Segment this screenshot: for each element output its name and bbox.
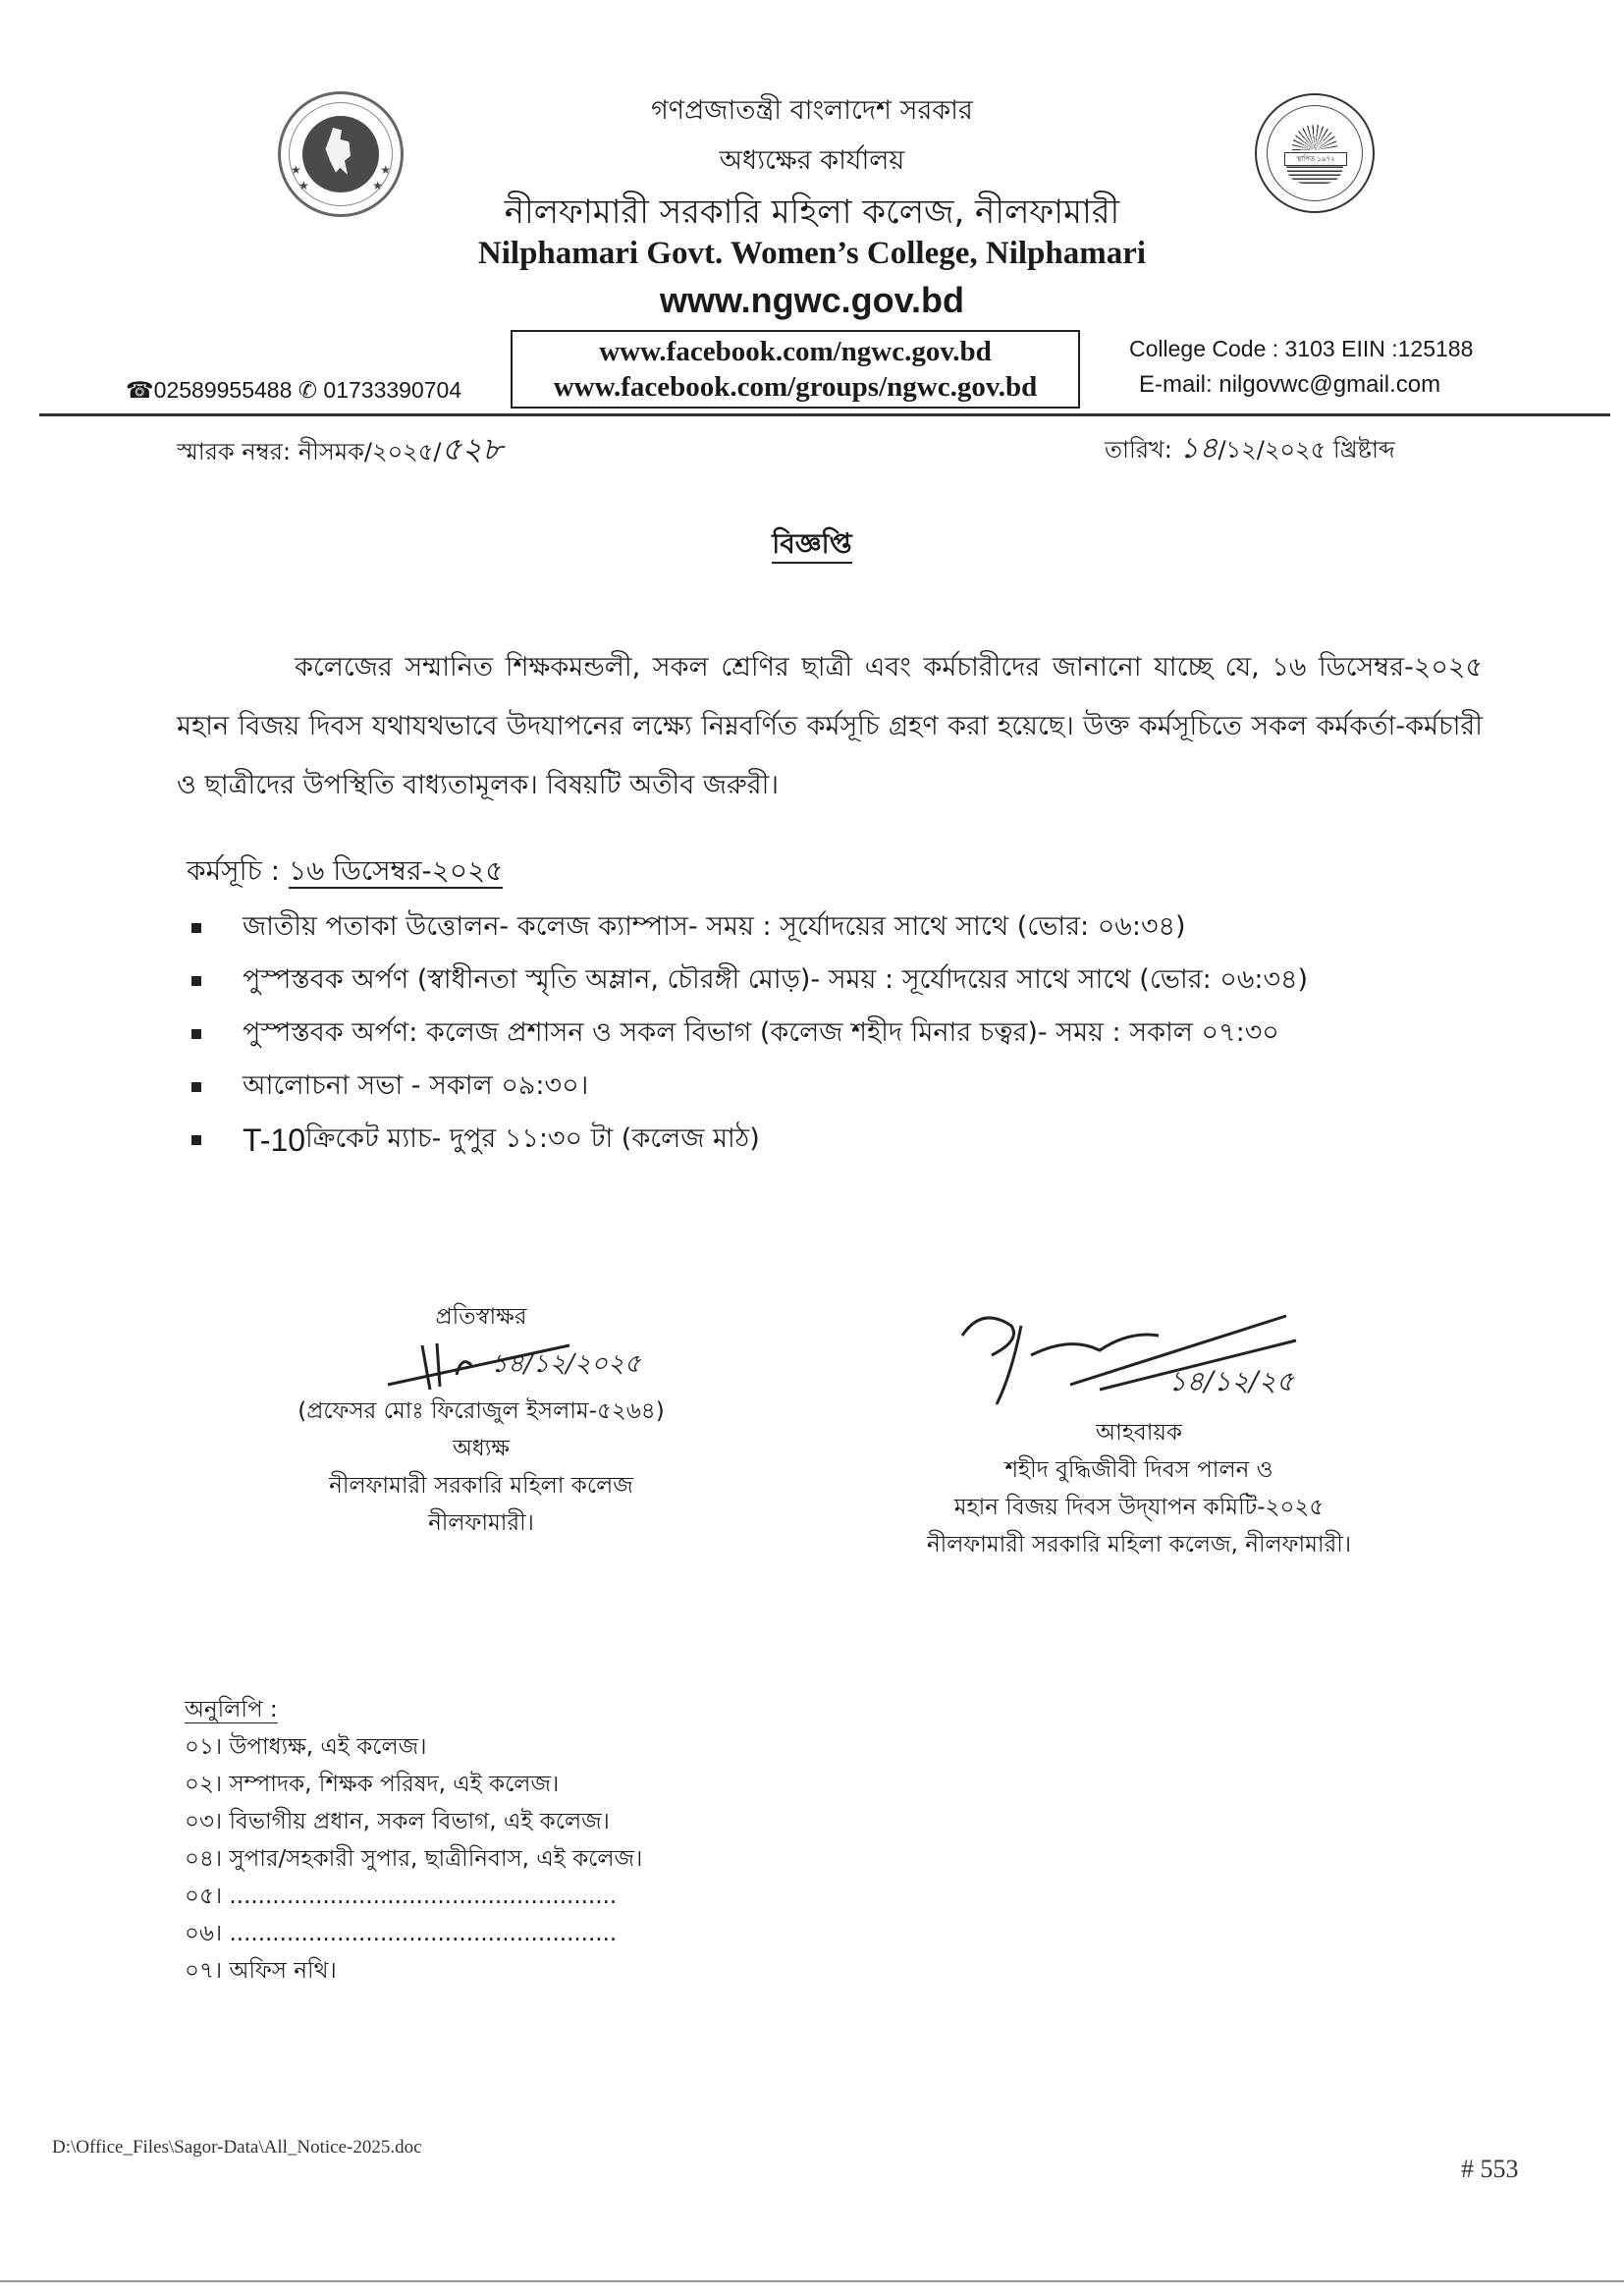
date-rest: /১২/২০২৫ খ্রিষ্টাব্দ (1218, 436, 1395, 464)
header-divider (39, 413, 1610, 416)
government-title: গণপ্রজাতন্ত্রী বাংলাদেশ সরকার (651, 95, 973, 126)
email-address[interactable]: E-mail: nilgovwc@gmail.com (1139, 371, 1441, 398)
program-list (187, 902, 1522, 1167)
bullet-icon (191, 1029, 201, 1039)
copy-item: ০৪। সুপার/সহকারী সুপার, ছাত্রীনিবাস, এই কলেজ। (185, 1846, 643, 1872)
office-title: অধ্যক্ষের কার্যালয় (719, 145, 905, 176)
signature-right-date: ১৪/১২/২৫ (1168, 1365, 1294, 1397)
phone-numbers: ☎02589955488 ✆ 01733390704 (126, 377, 462, 403)
program-item (187, 955, 1522, 1008)
star-icon: ★ (298, 179, 309, 192)
memo-date (1105, 424, 1395, 474)
college-name-english: Nilphamari Govt. Women’s College, Nilphamari (477, 236, 1147, 271)
scan-edge (0, 2280, 1624, 2282)
seal-established-text: স্থাপিত ১৯৭২ (1284, 152, 1347, 166)
bullet-icon (191, 976, 201, 986)
convener-org: নীলফামারী সরকারি মহিলা কলেজ, নীলফামারী। (926, 1532, 1352, 1558)
bullet-icon (191, 923, 201, 933)
signatory-place: নীলফামারী। (428, 1510, 534, 1536)
facebook-group-link[interactable]: www.facebook.com/groups/ngwc.gov.bd (553, 371, 1038, 403)
program-item-text: ক্রিকেট ম্যাচ- দুপুর ১১:৩০ টা (কলেজ মাঠ) (305, 1122, 760, 1154)
copy-item: ০৩। বিভাগীয় প্রধান, সকল বিভাগ, এই কলেজ। (185, 1809, 610, 1834)
program-item-text: পুস্পস্তবক অর্পণ (স্বাধীনতা স্মৃতি অম্লান, চৌরঙ্গী মোড়)- সময় : সূর্যোদয়ের সাথে সাথে (ভোর: ০৬:৩৪) (243, 963, 1309, 995)
memo-label: স্মারক নম্বর: নীসমক/২০২৫/ (177, 438, 442, 465)
program-label: কর্মসূচি : (187, 854, 289, 887)
program-item-text: জাতীয় পতাকা উত্তোলন- কলেজ ক্যাম্পাস- সময় : সূর্যোদয়ের সাথে সাথে (ভোর: ০৬:৩৪) (243, 910, 1186, 942)
page-number: # 553 (1461, 2155, 1519, 2183)
facebook-links-box (511, 330, 1080, 409)
website-link[interactable]: www.ngwc.gov.bd (660, 280, 964, 320)
notice-title (0, 522, 1624, 569)
program-item (187, 1114, 1522, 1167)
star-icon: ★ (380, 163, 391, 177)
signature-left-date: ১৪/১২/২০২৫ (491, 1349, 641, 1379)
copies-label: অনুলিপি : (185, 1697, 278, 1722)
program-item-text: আলোচনা সভা - সকাল ০৯:৩০। (243, 1069, 589, 1101)
bullet-icon (191, 1135, 201, 1145)
star-icon: ★ (372, 179, 383, 192)
signatory-org: নীলফামারী সরকারি মহিলা কলেজ (329, 1473, 633, 1499)
convener-designation: আহবায়ক (1095, 1420, 1183, 1446)
notice-body: কলেজের সম্মানিত শিক্ষকমন্ডলী, সকল শ্রেণির ছাত্রী এবং কর্মচারীদের জানানো যাচ্ছে যে, ১৬ ডিসেম্বর-২০২৫ মহান বিজয় দিবস যথাযথভাবে উদযাপনের লক্ষ্যে নিম্নবর্ণিত কর্মসূচি গ্রহণ করা হয়েছে। উক্ত কর্মসূচিতে সকল কর্মকর্তা-কর্মচারী ও ছাত্রীদের উপস্থিতি বাধ্যতামূলক। বিষয়টি অতীব জরুরী। (177, 652, 1483, 800)
college-code: College Code : 3103 EIIN :125188 (1129, 336, 1474, 361)
star-icon: ★ (291, 163, 301, 177)
date-handwritten-day: ১৪ (1179, 431, 1218, 465)
signatory-name: (প্রফেসর মোঃ ফিরোজুল ইসলাম-৫২৬৪) (298, 1398, 665, 1424)
program-date: ১৬ ডিসেম্বর-২০২৫ (289, 854, 504, 887)
signature-left (236, 1336, 727, 1393)
copy-item: ০৭। অফিস নথি। (185, 1958, 337, 1984)
convener-signature-block (864, 1414, 1414, 1563)
facebook-page-link[interactable]: www.facebook.com/ngwc.gov.bd (599, 336, 992, 367)
copy-item: ০২। সম্পাদক, শিক্ষক পরিষদ, এই কলেজ। (185, 1772, 560, 1797)
bullet-icon (191, 1082, 201, 1092)
copies-list (185, 1691, 642, 1990)
copy-item: ০৬। ...................................................... (185, 1921, 618, 1946)
date-label: তারিখ: (1105, 436, 1172, 464)
program-item (187, 902, 1522, 955)
program-heading (187, 849, 503, 896)
countersign-caption: প্রতিস্বাক্ষর (435, 1304, 527, 1330)
committee-line-1: শহীদ বুদ্ধিজীবী দিবস পালন ও (1004, 1457, 1273, 1483)
program-item (187, 1008, 1522, 1061)
program-item (187, 1061, 1522, 1114)
committee-line-2: মহান বিজয় দিবস উদ্‌যাপন কমিটি-২০২৫ (953, 1495, 1325, 1520)
copy-item: ০৫। ...................................................... (185, 1884, 618, 1909)
copy-item: ০১। উপাধ্যক্ষ, এই কলেজ। (185, 1734, 427, 1760)
memo-number (177, 424, 503, 477)
memo-handwritten-number: ৫২৮ (441, 430, 503, 467)
signature-right-scribble-icon (952, 1296, 1365, 1419)
countersignature-block (236, 1298, 727, 1542)
program-item-prefix: T-10 (243, 1121, 306, 1158)
program-item-text: পুস্পস্তবক অর্পণ: কলেজ প্রশাসন ও সকল বিভাগ (কলেজ শহীদ মিনার চত্বর)- সময় : সকাল ০৭:৩০ (243, 1016, 1279, 1048)
signatory-designation: অধ্যক্ষ (452, 1436, 511, 1461)
file-path: D:\Office_Files\Sagor-Data\All_Notice-2025.doc (52, 2137, 422, 2158)
notice-title-text: বিজ্ঞপ্তি (772, 527, 851, 564)
college-name-bangla: নীলফামারী সরকারি মহিলা কলেজ, নীলফামারী (504, 192, 1120, 232)
